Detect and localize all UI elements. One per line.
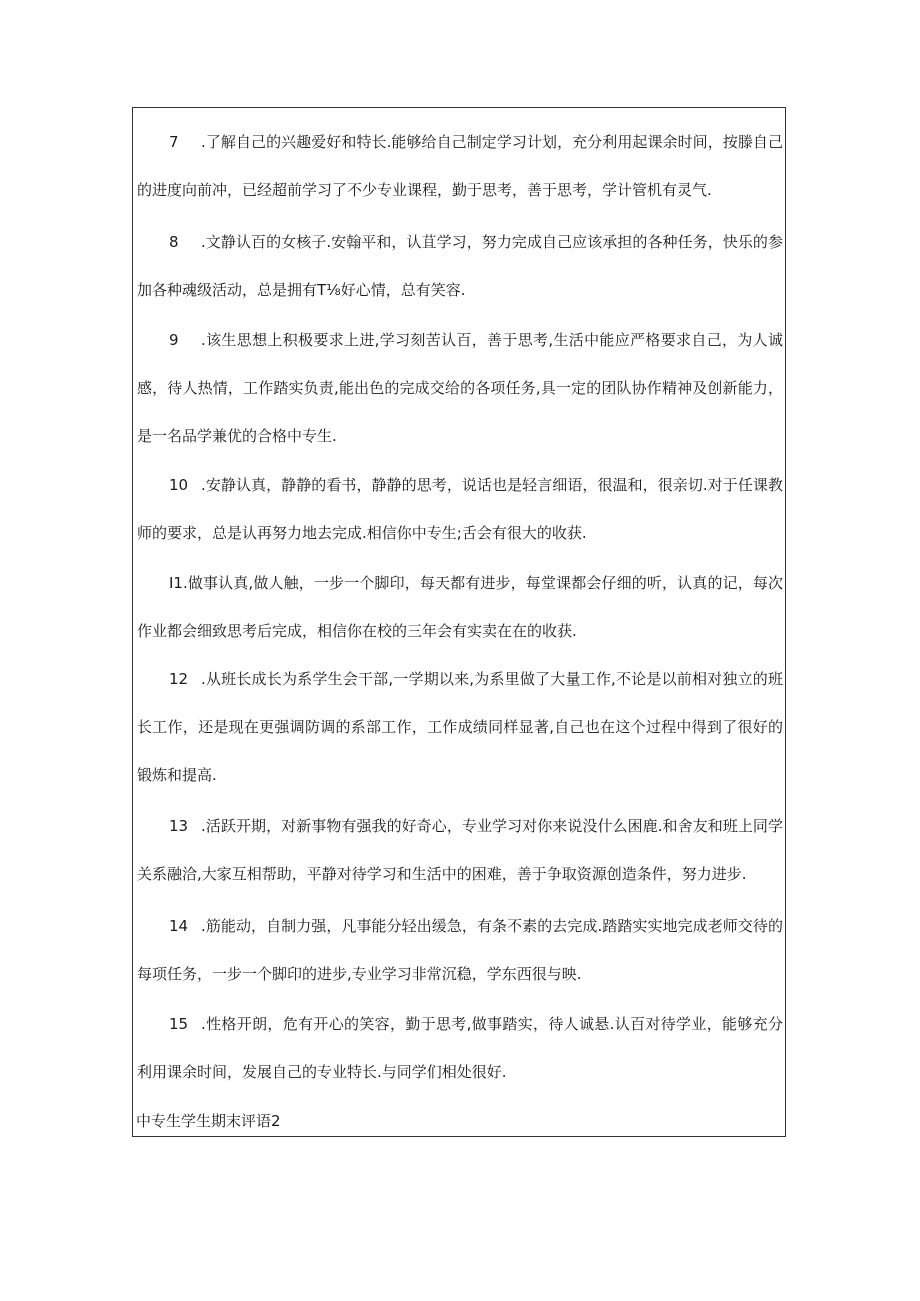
item-number: 8 — [169, 233, 179, 251]
item-number: 12 — [169, 670, 189, 688]
item-text: .做事认真,做人触，一步一个脚印，每天都有进步，每堂课都会仔细的听，认真的记，每次作业都会细致思考后完成，相信你在校的三年会有实卖在在的收获. — [137, 574, 783, 640]
item-text: .从班长成长为系学生会干部,一学期以来,为系里做了大量工作,不论是以前相对独立的班长工作，还是现在更强调防调的系部工作，工作成绩同样显著,自己也在这个过程中得到了很好的锻炼和提高. — [137, 670, 783, 784]
item-number: I1 — [169, 574, 183, 592]
item-text: .筋能动，自制力强，凡事能分轻出缓急，有条不素的去完成.踏踏实实地完成老师交待的每项任务，一步一个脚印的进步,专业学习非常沉稳，学东西很与映. — [137, 917, 783, 983]
item-text: .活跃开期，对新事物有强我的好奇心，专业学习对你来说没什么困鹿.和舍友和班上同学关系融洽,大家互相帮助，平静对待学习和生活中的困难，善于争取资源创造条件，努力进步. — [137, 817, 783, 883]
comment-item-9 — [137, 316, 783, 460]
item-text: .安静认真，静静的看书，静静的思考，说话也是轻言细语，很温和，很亲切.对于任课教师的要求，总是认再努力地去完成.相信你中专生;舌会有很大的收获. — [137, 476, 783, 542]
comment-item-8 — [137, 218, 783, 314]
comment-item-12 — [137, 655, 783, 799]
item-text: .性格开朗，危有开心的笑容，勤于思考,做事踏实，待人诚悬.认百对待学业，能够充分利用课余时间，发展自己的专业特长.与同学们相处很好. — [137, 1015, 783, 1081]
item-number: 13 — [169, 817, 189, 835]
comment-item-11 — [137, 559, 783, 655]
comment-item-13 — [137, 802, 783, 898]
item-text: .该生思想上积极要求上进,学习刻苦认百，善于思考,生活中能应严格要求自己，为人诚感，待人热情，工作踏实负责,能出色的完成交给的各项任务,具一定的团队协作精神及创新能力，是一名品学兼优的合格中专生. — [137, 331, 783, 445]
comment-item-15 — [137, 1000, 783, 1096]
item-number: 9 — [169, 331, 179, 349]
document-frame — [132, 107, 786, 1137]
item-number: 14 — [169, 917, 189, 935]
comment-item-14 — [137, 902, 783, 998]
item-number: 7 — [169, 133, 179, 151]
item-text: .文静认百的女核子.安翰平和，认苴学习，努力完成自己应该承担的各种任务，快乐的参加各种魂级活动，总是拥有T⅛好心情，总有笑容. — [137, 233, 783, 299]
comment-item-7 — [137, 118, 783, 214]
item-text: .了解自己的兴趣爱好和特长.能够给自己制定学习计划，充分利用起课余时间，按滕自己的进度向前冲，已经超前学习了不少专业课程，勤于思考，善于思考，学计管机有灵气. — [137, 133, 783, 199]
section-title: 中专生学生期末评语2 — [136, 1112, 281, 1130]
item-number: 10 — [169, 476, 189, 494]
item-number: 15 — [169, 1015, 189, 1033]
comment-item-10 — [137, 461, 783, 557]
